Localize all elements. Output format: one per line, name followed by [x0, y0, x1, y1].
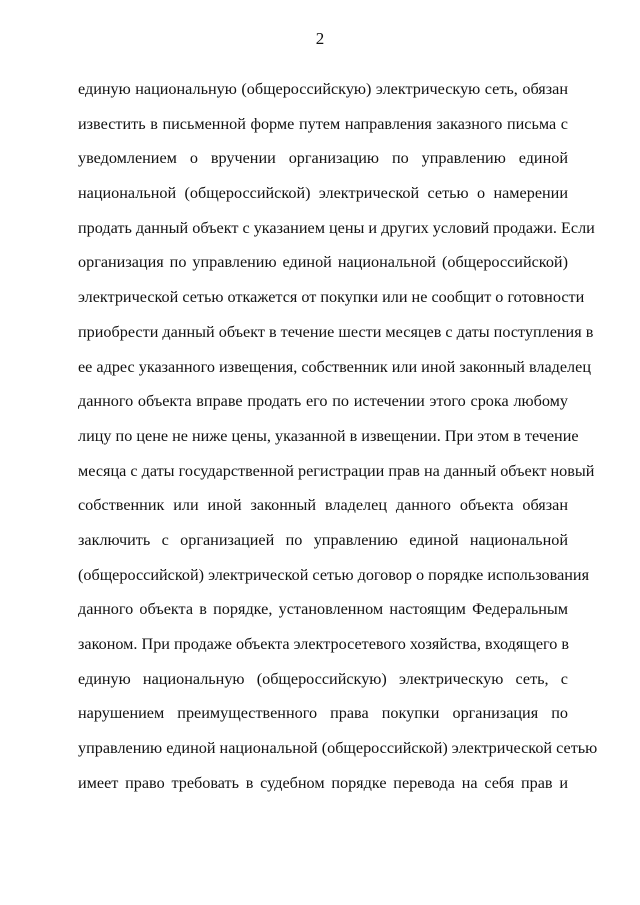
text-line: данного объекта вправе продать его по истечении этого срока любому [78, 392, 568, 411]
text-line: приобрести данный объект в течение шести месяцев с даты поступления в [78, 322, 594, 341]
text-line: нарушением преимущественного права покупки организация по [78, 704, 568, 723]
text-line: единую национальную (общероссийскую) электрическую сеть, с [78, 669, 568, 688]
text-line: законом. При продаже объекта электросетевого хозяйства, входящего в [78, 635, 570, 653]
text-line: уведомлением о вручении организацию по управлению единой [78, 149, 568, 168]
text-line: данного объекта в порядке, установленном настоящим Федеральным [78, 600, 568, 619]
text-line: ее адрес указанного извещения, собственник или иной законный владелец [78, 357, 591, 376]
text-line: единую национальную (общероссийскую) электрическую сеть, обязан [78, 80, 568, 98]
document-body [78, 78, 598, 806]
page-number: 2 [315, 29, 325, 48]
text-line: продать данный объект с указанием цены и других условий продажи. Если [78, 218, 595, 237]
text-line: национальной (общероссийской) электрической сетью о намерении [78, 184, 568, 203]
text-line: месяца с даты государственной регистрации прав на данный объект новый [78, 461, 595, 480]
text-line: лицу по цене не ниже цены, указанной в извещении. При этом в течение [78, 426, 579, 445]
text-line: заключить с организацией по управлению единой национальной [78, 530, 568, 549]
text-line: (общероссийской) электрической сетью договор о порядке использования [78, 565, 590, 584]
text-line: имеет право требовать в судебном порядке перевода на себя прав и [78, 773, 568, 792]
text-line: управлению единой национальной (общероссийской) электрической сетью [78, 739, 598, 758]
text-line: известить в письменной форме путем направления заказного письма с [78, 114, 568, 133]
text-line: собственник или иной законный владелец данного объекта обязан [78, 496, 568, 515]
text-line: организация по управлению единой национальной (общероссийской) [78, 253, 568, 272]
text-line: электрической сетью откажется от покупки или не сообщит о готовности [78, 288, 585, 307]
